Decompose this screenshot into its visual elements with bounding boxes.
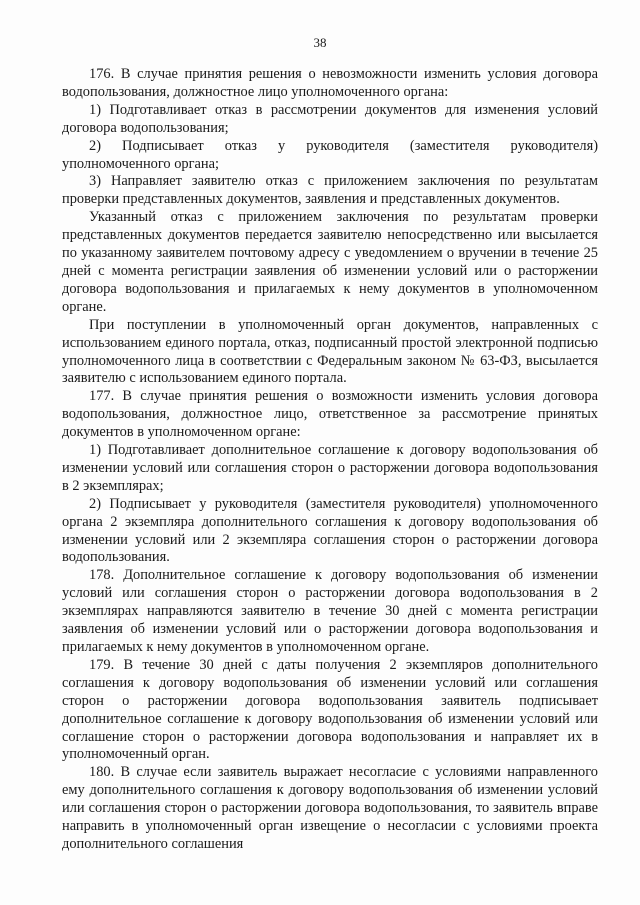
paragraph-177-item-2: 2) Подписывает у руководителя (заместителя руководителя) уполномоченного органа 2 экземпляра дополнительного соглашения к договору водопользования об изменении условий или 2 экземпляра соглашения сторон о расторжении договора водопользования. bbox=[62, 495, 598, 566]
paragraph-177-item-1: 1) Подготавливает дополнительное соглашение к договору водопользования об изменении условий или соглашения сторон о расторжении договора водопользования в 2 экземплярах; bbox=[62, 442, 598, 494]
document-body bbox=[62, 66, 598, 854]
page-number: 38 bbox=[313, 35, 327, 50]
paragraph-177: 177. В случае принятия решения о возможности изменить условия договора водопользования, должностное лицо, ответственное за рассмотрение принятых документов в уполномоченном органе: bbox=[62, 388, 598, 441]
paragraph-176-item-3: 3) Направляет заявителю отказ с приложением заключения по результатам проверки представленных документов, заявления и представленных документов. bbox=[62, 173, 598, 208]
paragraph-178: 178. Дополнительное соглашение к договору водопользования об изменении условий или соглашения сторон о расторжении договора водопользования в 2 экземплярах направляются заявителю в течение 30 дней с момента регистрации заявления об изменении условий или о расторжении договора водопользования и прилагаемых к нему документов в уполномоченном органе. bbox=[62, 567, 598, 655]
paragraph-176: 176. В случае принятия решения о невозможности изменить условия договора водопользования, должностное лицо уполномоченного органа: bbox=[62, 66, 598, 100]
paragraph-179: 179. В течение 30 дней с даты получения 2 экземпляров дополнительного соглашения к договору водопользования об изменении условий или соглашения сторон о расторжении договора водопользования заявитель подписывает дополнительное соглашение к договору водопользования об изменении условий или соглашение сторон о расторжении договора водопользования и направляет их в уполномоченный орган. bbox=[62, 656, 598, 763]
paragraph-portal-delivery: При поступлении в уполномоченный орган документов, направленных с использованием единого портала, отказ, подписанный простой электронной подписью уполномоченного лица в соответствии с Федеральным законом № 63-ФЗ, высылается заявителю с использованием единого портала. bbox=[62, 316, 598, 387]
paragraph-176-item-1: 1) Подготавливает отказ в рассмотрении документов для изменения условий договора водопользования; bbox=[62, 101, 598, 136]
paragraph-180: 180. В случае если заявитель выражает несогласие с условиями направленного ему дополнительного соглашения к договору водопользования об изменении условий или соглашения сторон о расторжении договора водопользования, то заявитель вправе направить в уполномоченный орган извещение о несогласии с условиями проекта дополнительного соглашения bbox=[62, 764, 598, 852]
paragraph-refusal-delivery: Указанный отказ с приложением заключения по результатам проверки представленных документов передается заявителю непосредственно или высылается по указанному заявителем почтовому адресу с уведомлением о вручении в течение 25 дней с момента регистрации заявления об изменении условий или о расторжении договора водопользования и прилагаемых к нему документов в уполномоченном органе. bbox=[62, 209, 598, 315]
paragraph-176-item-2: 2) Подписывает отказ у руководителя (заместителя руководителя) уполномоченного органа; bbox=[62, 137, 598, 172]
